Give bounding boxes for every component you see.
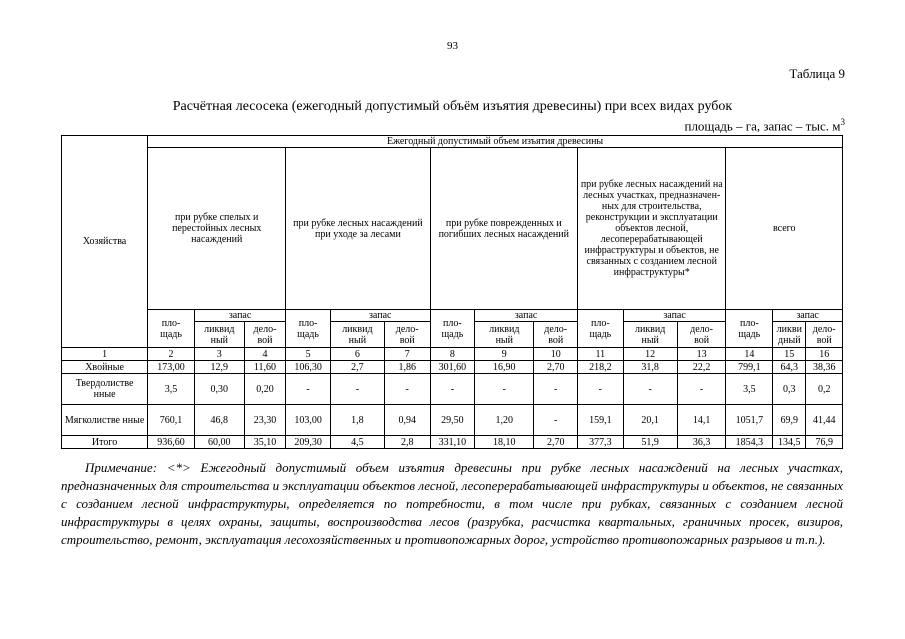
table-cell: 0,3 xyxy=(773,374,806,405)
table-cell: - xyxy=(384,374,430,405)
table-cell: 936,60 xyxy=(148,436,195,449)
header-group-2: при рубке лесных насаждений при уходе за лесами xyxy=(286,148,430,310)
row-label: Хвойные xyxy=(62,361,148,374)
column-number: 15 xyxy=(773,348,806,361)
header-group-5: всего xyxy=(726,148,843,310)
table-cell: 0,2 xyxy=(806,374,843,405)
header-group-3: при рубке поврежденных и погибших лесных насаждений xyxy=(430,148,577,310)
business-header: дело- вой xyxy=(244,322,286,348)
column-number: 1 xyxy=(62,348,148,361)
table-cell: 0,20 xyxy=(244,374,286,405)
table-cell: 2,8 xyxy=(384,436,430,449)
table-cell: 218,2 xyxy=(578,361,624,374)
header-group-1: при рубке спелых и перестойных лесных насаждений xyxy=(148,148,286,310)
column-number: 5 xyxy=(286,348,331,361)
liquid-header: ликвид ный xyxy=(475,322,534,348)
table-cell: 4,5 xyxy=(330,436,384,449)
business-header: дело- вой xyxy=(384,322,430,348)
area-header: пло- щадь xyxy=(148,310,195,348)
table-cell: 46,8 xyxy=(194,405,244,436)
units-text: площадь – га, запас – тыс. м xyxy=(684,118,841,134)
table-cell: 76,9 xyxy=(806,436,843,449)
table-cell: 12,9 xyxy=(194,361,244,374)
stock-header: запас xyxy=(194,310,285,322)
table-cell: 2,70 xyxy=(534,361,578,374)
table-cell: 16,90 xyxy=(475,361,534,374)
table-cell: 69,9 xyxy=(773,405,806,436)
table-cell: 41,44 xyxy=(806,405,843,436)
table-cell: 51,9 xyxy=(623,436,677,449)
footnote: Примечание: <*> Ежегодный допустимый объем изъятия древесины при рубке лесных насаждений на лесных участках, предназначенных для строительства и эксплуатации объектов лесной, лесоперерабатывающей инфраструктуры и объектов, не связанных с созданием лесной инфраструктуры, определяется по потребности, в том числе при рубках, связанных с созданием лесной инфраструктуры в целях охраны, защиты, воспроизводства лесов (разрубка, расчистка квартальных, граничных просек, визиров, строительство, ремонт, эксплуатация лесохозяйственных и противопожарных дорог, устройство противопожарных разрывов и т.п.). xyxy=(61,460,843,547)
header-top: Ежегодный допустимый объем изъятия древесины xyxy=(148,136,843,148)
table-cell: 29,50 xyxy=(430,405,475,436)
table-title: Расчётная лесосека (ежегодный допустимый объём изъятия древесины) при всех видах рубок xyxy=(172,99,733,114)
liquid-header: ликви дный xyxy=(773,322,806,348)
table-cell: 134,5 xyxy=(773,436,806,449)
area-header: пло- щадь xyxy=(578,310,624,348)
column-number: 10 xyxy=(534,348,578,361)
table-cell: 14,1 xyxy=(677,405,726,436)
table-cell: 22,2 xyxy=(677,361,726,374)
table-cell: 38,36 xyxy=(806,361,843,374)
column-number: 2 xyxy=(148,348,195,361)
table-row xyxy=(62,436,843,449)
table-cell: - xyxy=(677,374,726,405)
column-number: 16 xyxy=(806,348,843,361)
row-label: Итого xyxy=(62,436,148,449)
table-cell: 760,1 xyxy=(148,405,195,436)
liquid-header: ликвид ный xyxy=(330,322,384,348)
liquid-header: ликвид ный xyxy=(623,322,677,348)
table-cell: 106,30 xyxy=(286,361,331,374)
table-cell: 31,8 xyxy=(623,361,677,374)
table-cell: 1,20 xyxy=(475,405,534,436)
header-farms: Хозяйства xyxy=(62,136,148,348)
table-cell: 1,86 xyxy=(384,361,430,374)
table-row xyxy=(62,405,843,436)
table-cell: 60,00 xyxy=(194,436,244,449)
business-header: дело- вой xyxy=(806,322,843,348)
stock-header: запас xyxy=(330,310,430,322)
table-row xyxy=(62,361,843,374)
header-group-4: при рубке лесных насаждений на лесных участках, предназначен-ных для строительства, реконструкции и эксплуатации объектов лесной, лесоперерабатывающей инфраструктуры и объектов, не связанных с созданием лесной инфраструктуры* xyxy=(578,148,726,310)
column-number: 9 xyxy=(475,348,534,361)
business-header: дело- вой xyxy=(534,322,578,348)
table-cell: 18,10 xyxy=(475,436,534,449)
table-cell: 1051,7 xyxy=(726,405,773,436)
table-cell: - xyxy=(623,374,677,405)
row-label: Мягколистве нные xyxy=(62,405,148,436)
table-cell: 1,8 xyxy=(330,405,384,436)
table-cell: 159,1 xyxy=(578,405,624,436)
harvest-table xyxy=(61,135,843,449)
area-header: пло- щадь xyxy=(726,310,773,348)
row-label: Твердолистве нные xyxy=(62,374,148,405)
table-cell: 35,10 xyxy=(244,436,286,449)
column-number: 7 xyxy=(384,348,430,361)
table-cell: 3,5 xyxy=(148,374,195,405)
stock-header: запас xyxy=(475,310,578,322)
table-cell: 11,60 xyxy=(244,361,286,374)
area-header: пло- щадь xyxy=(286,310,331,348)
table-cell: 301,60 xyxy=(430,361,475,374)
table-cell: 2,70 xyxy=(534,436,578,449)
table-cell: 331,10 xyxy=(430,436,475,449)
units-superscript: 3 xyxy=(840,117,845,127)
column-number: 11 xyxy=(578,348,624,361)
table-cell: - xyxy=(534,405,578,436)
table-cell: 64,3 xyxy=(773,361,806,374)
column-number: 12 xyxy=(623,348,677,361)
table-cell: - xyxy=(286,374,331,405)
table-cell: 173,00 xyxy=(148,361,195,374)
table-cell: 799,1 xyxy=(726,361,773,374)
table-cell: - xyxy=(430,374,475,405)
table-cell: 103,00 xyxy=(286,405,331,436)
column-number: 8 xyxy=(430,348,475,361)
table-cell: - xyxy=(534,374,578,405)
table-cell: 36,3 xyxy=(677,436,726,449)
table-cell: 20,1 xyxy=(623,405,677,436)
stock-header: запас xyxy=(773,310,843,322)
table-cell: - xyxy=(578,374,624,405)
table-row xyxy=(62,374,843,405)
table-cell: 0,30 xyxy=(194,374,244,405)
table-cell: 23,30 xyxy=(244,405,286,436)
table-cell: 209,30 xyxy=(286,436,331,449)
table-cell: 2,7 xyxy=(330,361,384,374)
table-tag: Таблица 9 xyxy=(789,66,845,81)
table-cell: 0,94 xyxy=(384,405,430,436)
stock-header: запас xyxy=(623,310,726,322)
liquid-header: ликвид ный xyxy=(194,322,244,348)
page-number: 93 xyxy=(447,40,458,52)
column-number: 6 xyxy=(330,348,384,361)
business-header: дело- вой xyxy=(677,322,726,348)
table-cell: 1854,3 xyxy=(726,436,773,449)
column-number: 14 xyxy=(726,348,773,361)
table-cell: 377,3 xyxy=(578,436,624,449)
table-cell: 3,5 xyxy=(726,374,773,405)
column-number: 13 xyxy=(677,348,726,361)
column-number: 4 xyxy=(244,348,286,361)
table-cell: - xyxy=(330,374,384,405)
units-line xyxy=(684,117,845,134)
table-cell: - xyxy=(475,374,534,405)
column-number: 3 xyxy=(194,348,244,361)
area-header: пло- щадь xyxy=(430,310,475,348)
